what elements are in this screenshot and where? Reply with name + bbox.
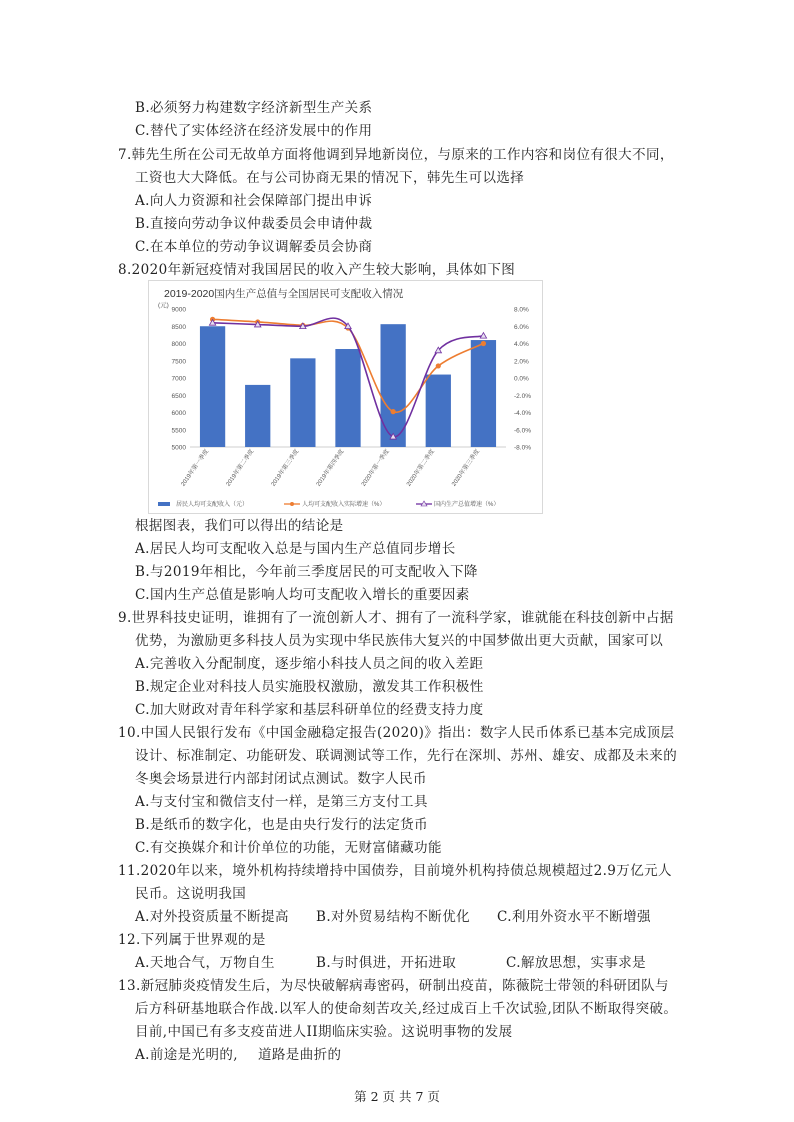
y-tick-label: 5000 [171,444,186,452]
x-tick-label: 2020年第三季度 [451,448,482,488]
question-7-stem-cont: 工资也大大降低。在与公司协商无果的情况下，韩先生可以选择 [135,170,525,186]
question-9-stem-cont: 优势，为激励更多科技人员为实现中华民族伟大复兴的中国梦做出更大贡献，国家可以 [135,633,664,649]
option-6b: B.必须努力构建数字经济新型生产关系 [135,100,373,116]
question-11-stem-cont: 民币。这说明我国 [135,886,247,902]
question-13-stem-cont: 后方科研基地联合作战.以军人的使命刻苦攻关,经过成百上千次试验,团队不断取得突破。 [135,1001,678,1017]
x-tick-label: 2019年第四季度 [315,448,346,488]
income-bar [200,326,225,447]
option-10b: B.是纸币的数字化，也是由央行发行的法定货币 [135,817,429,833]
question-10-stem: 10.中国人民银行发布《中国金融稳定报告(2020)》指出：数字人民币体系已基本完成顶层 [118,725,675,741]
option-12b: B.与时俱进，开拓进取 [316,955,457,971]
option-9b: B.规定企业对科技人员实施股权激励，激发其工作积极性 [135,679,484,695]
y2-tick-label: -2.0% [514,392,531,400]
x-tick-label: 2019年第二季度 [225,448,256,488]
question-11-stem: 11.2020年以来，境外机构持续增持中国债券，目前境外机构持债总规模超过2.9万亿元人 [118,863,672,879]
option-8b: B.与2019年相比，今年前三季度居民的可支配收入下降 [135,564,478,580]
y2-tick-label: 2.0% [514,358,529,366]
income-bar [335,349,360,447]
income-bar [245,385,270,447]
y-tick-label: 5500 [171,427,186,435]
y-tick-label: 7500 [171,358,186,366]
question-13-stem-cont2: 目前,中国已有多支疫苗进人II期临床实验。这说明事物的发展 [135,1024,513,1040]
y2-tick-label: 8.0% [514,306,529,314]
question-10-stem-cont: 设计、标准制定、功能研发、联调测试等工作，先行在深圳、苏州、雄安、成都及未来的 [135,748,678,764]
income-growth-point [391,409,396,414]
legend-marker-income-growth [290,502,294,506]
income-bar [471,340,496,447]
option-7a: A.向人力资源和社会保障部门提出申诉 [135,193,373,209]
option-11c: C.利用外资水平不断增强 [497,909,651,925]
option-10c: C.有交换媒介和计价单位的功能，无财富储藏功能 [135,840,442,856]
x-tick-label: 2020年第二季度 [406,448,436,488]
y-tick-label: 9000 [171,306,186,314]
y-tick-label: 6000 [171,410,186,417]
y-tick-label: 6500 [171,392,186,400]
option-11a: A.对外投资质量不断提高 [135,909,289,925]
question-12-stem: 12.下列属于世界观的是 [118,932,266,948]
option-7c: C.在本单位的劳动争议调解委员会协商 [135,239,373,255]
question-7-stem: 7.韩先生所在公司无故单方面将他调到异地新岗位，与原来的工作内容和岗位有很大不同， [118,147,674,163]
y-tick-label: 8500 [171,323,186,331]
y-axis-label: (元) [158,302,169,309]
legend-swatch-income [158,502,170,506]
income-gdp-chart [148,280,546,514]
income-growth-point [436,363,441,368]
legend-label: 人均可支配收入实际增速（%） [302,502,386,508]
legend-label: 国内生产总值增速（%） [434,502,500,508]
y2-tick-label: -8.0% [514,444,531,452]
option-13a-part1: A.前途是光明的, [135,1047,238,1063]
y2-tick-label: 6.0% [514,323,529,331]
option-10a: A.与支付宝和微信支付一样，是第三方支付工具 [135,794,428,810]
option-13a-part2: 道路是曲折的 [258,1047,342,1063]
y2-tick-label: 0.0% [514,375,529,383]
option-8a: A.居民人均可支配收入总是与国内生产总值同步增长 [135,541,456,557]
income-growth-point [481,341,486,346]
y2-tick-label: -6.0% [514,427,531,435]
x-tick-label: 2019年第一季度 [180,448,211,488]
x-tick-label: 2020年第一季度 [360,448,391,488]
option-9c: C.加大财政对青年科学家和基层科研单位的经费支持力度 [135,702,484,718]
option-6c: C.替代了实体经济在经济发展中的作用 [135,123,373,139]
y-tick-label: 8000 [171,341,186,348]
option-8c: C.国内生产总值是影响人均可支配收入增长的重要因素 [135,587,470,603]
page-footer: 第 2 页 共 7 页 [354,1089,440,1104]
legend-label: 居民人均可支配收入（元） [176,502,249,508]
y-tick-label: 7000 [171,375,186,383]
question-9-stem: 9.世界科技史证明，谁拥有了一流创新人才、拥有了一流科学家，谁就能在科技创新中占据 [118,610,674,626]
question-8-prompt: 根据图表，我们可以得出的结论是 [135,518,344,534]
income-bar [426,375,451,447]
question-10-stem-cont2: 冬奥会场景进行内部封闭试点测试。数字人民币 [135,771,427,787]
option-9a: A.完善收入分配制度，逐步缩小科技人员之间的收入差距 [135,656,484,672]
option-7b: B.直接向劳动争议仲裁委员会申请仲裁 [135,216,373,232]
y2-tick-label: 4.0% [514,341,529,348]
question-13-stem: 13.新冠肺炎疫情发生后，为尽快破解病毒密码，研制出疫苗，陈薇院士带领的科研团队与 [118,978,669,994]
income-bar [290,358,315,447]
chart-title: 2019-2020国内生产总值与全国居民可支配收入情况 [164,288,404,300]
option-11b: B.对外贸易结构不断优化 [316,909,471,925]
y2-tick-label: -4.0% [514,410,531,417]
option-12c: C.解放思想，实事求是 [506,955,647,971]
question-8-stem: 8.2020年新冠疫情对我国居民的收入产生较大影响，具体如下图 [118,262,516,278]
income-bar [381,324,406,447]
option-12a: A.天地合气，万物自生 [135,955,275,971]
x-tick-label: 2019年第三季度 [270,448,301,488]
